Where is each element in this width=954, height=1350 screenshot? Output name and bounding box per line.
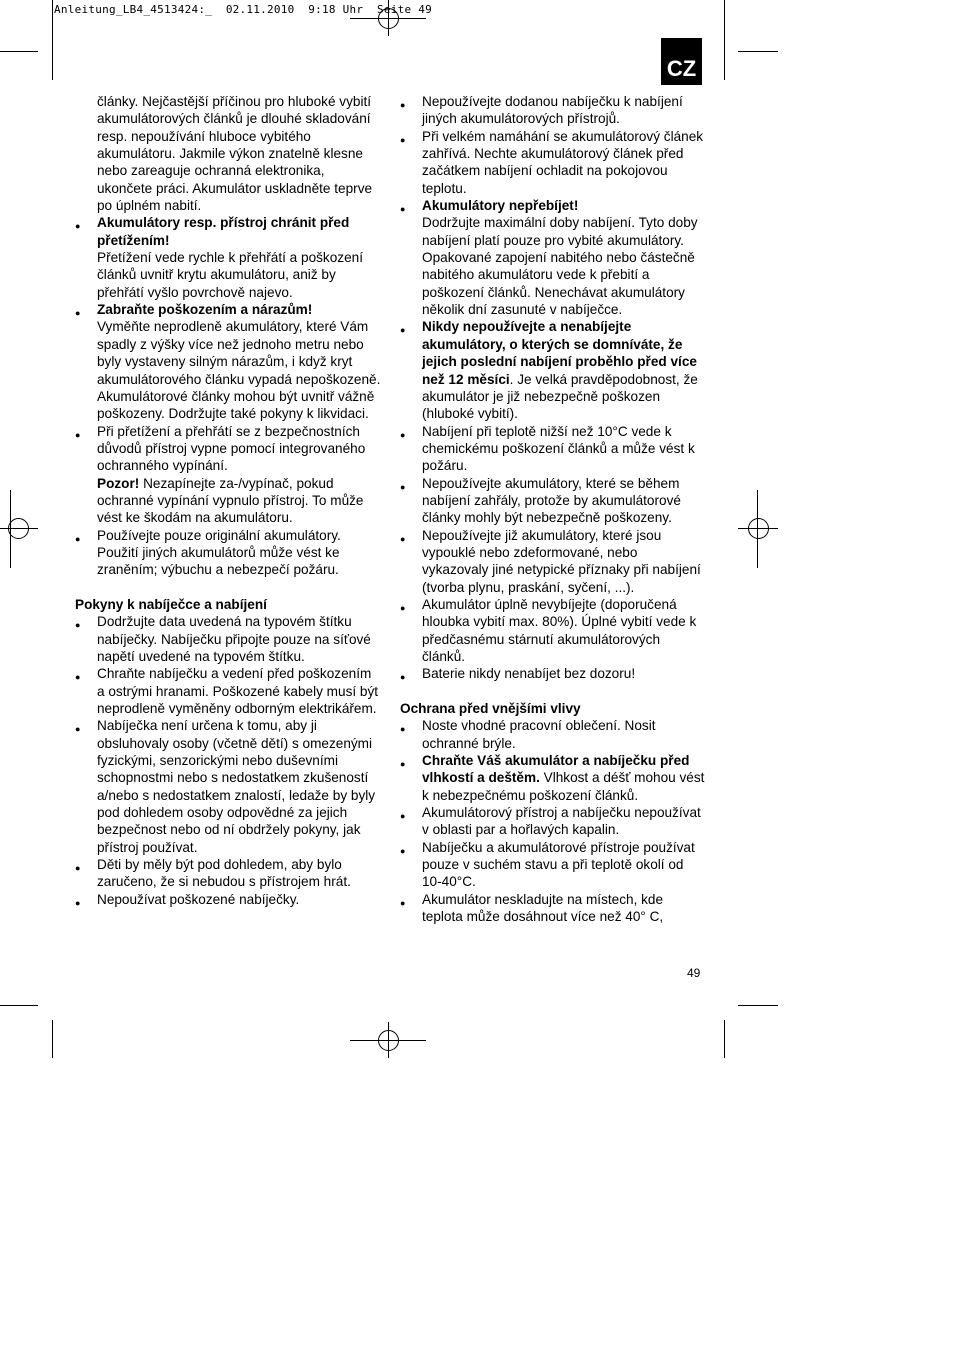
list-item-text: Nepoužívejte již akumulátory, které jsou vypouklé nebo zdeformované, nebo vykazovaly jiné netypické příznaky při nabíjení (tvorba plynu, praskání, syčení, ...). — [422, 527, 701, 595]
page-number: 49 — [687, 966, 701, 980]
bullet-icon — [400, 128, 405, 146]
section-heading: Ochrana před vnějšími vlivy — [400, 701, 581, 717]
list-item — [75, 423, 381, 527]
paragraph: články. Nejčastější příčinou pro hluboké vybití akumulátorových článků je dlouhé skladování resp. nepoužívání hluboce vybitého akumulátoru. Jakmile výkon znatelně klesne nebo zareaguje ochranná elektronika, ukončete práci. Akumulátor uskladněte teprve po úplném nabití. — [97, 94, 373, 214]
crop-mark — [52, 1020, 53, 1058]
crop-mark — [738, 51, 778, 52]
list-item-text — [97, 475, 381, 527]
language-tab-label: CZ — [666, 56, 697, 81]
bullet-icon — [400, 752, 405, 770]
list-item — [400, 596, 706, 665]
list-item-text: Akumulátor neskladujte na místech, kde teplota může dosáhnout více než 40° C, — [422, 891, 664, 925]
crop-mark — [0, 51, 38, 52]
list-item — [75, 527, 381, 579]
bullet-icon — [400, 93, 405, 111]
list-item-title: Nikdy nepoužívejte a nenabíjejte akumulátory, o kterých se domníváte, že jejich poslední nabíjení proběhlo před více než 12 měsíci — [422, 319, 697, 387]
list-item-title: Zabraňte poškozením a nárazům! — [97, 302, 313, 318]
bullet-icon — [400, 318, 405, 336]
list-item — [75, 214, 381, 301]
list-item-text: Akumulátor úplně nevybíjejte (doporučená hloubka vybití max. 80%). Úplné vybití vede k předčasnému stárnutí akumulátorových článků. — [422, 596, 697, 664]
list-item-text: Dodržujte maximální doby nabíjení. Tyto doby nabíjení platí pouze pro vybité akumulátory. Opakované zapojení nabitého nebo částečně nabitého akumulátoru vede k přebití a poškození článků. Nenechávat akumulátory několik dní zasunuté v nabíječce. — [422, 215, 698, 318]
list-item-text: Akumulátorový přístroj a nabíječku nepoužívat v oblasti par a hořlavých kapalin. — [422, 805, 701, 838]
list-item — [400, 197, 706, 318]
bullet-icon — [75, 527, 80, 545]
list-item-text: Při přetížení a přehřátí se z bezpečnostních důvodů přístroj vypne pomocí integrovaného ochranného vypínání. — [97, 423, 366, 474]
list-item-title: Akumulátory nepřebíjet! — [422, 198, 579, 214]
list-item-text: Nabíječka není určena k tomu, aby ji obsluhovaly osoby (včetně dětí) s omezenými fyzickými, senzorickými nebo duševními schopnostmi nebo s nedostatkem zkušeností a/nebo s nedostatkem znalostí, ledaže by byly pod dohledem osoby odpovědné za jejich bezpečnost nebo od ní obdržely pokyny, jak přístroj používat. — [97, 718, 376, 855]
crop-mark — [738, 1005, 778, 1006]
language-tab — [661, 38, 702, 85]
bullet-icon — [75, 423, 80, 441]
bullet-icon — [400, 665, 405, 683]
list-item — [75, 891, 381, 908]
warning-label: Pozor! — [97, 475, 140, 491]
list-item-text: Chraňte nabíječku a vedení před poškozením a ostrými hranami. Poškozené kabely musí být neprodleně vyměněny odborným elektrikářem. — [97, 666, 379, 717]
list-item — [400, 839, 706, 891]
list-item-text: Nabíjení při teplotě nižší než 10°C vede k chemickému poškození článků a může vést k požáru. — [422, 423, 695, 474]
bullet-icon — [75, 301, 80, 319]
list-item-title: Chraňte Váš akumulátor a nabíječku před vlhkostí a deštěm. — [422, 753, 690, 786]
print-slug: Anleitung_LB4_4513424:_ 02.11.2010 9:18 Uhr Seite 49 — [54, 3, 432, 16]
list-item — [400, 423, 706, 475]
list-item — [400, 527, 706, 596]
right-column — [400, 93, 706, 926]
registration-mark-circle — [378, 1030, 399, 1051]
list-item — [400, 717, 706, 752]
list-item-title: Akumulátory resp. přístroj chránit před přetížením! — [97, 215, 350, 248]
list-item-text: Baterie nikdy nenabíjet bez dozoru! — [422, 666, 636, 682]
list-item-text — [422, 318, 706, 422]
bullet-icon — [400, 527, 405, 545]
list-item — [400, 804, 706, 839]
list-item — [75, 717, 381, 856]
list-item-text: Nepoužívat poškozené nabíječky. — [97, 891, 300, 907]
bullet-icon — [400, 197, 405, 215]
list-item — [400, 93, 706, 128]
bullet-icon — [400, 423, 405, 441]
bullet-icon — [400, 804, 405, 822]
bullet-icon — [400, 475, 405, 493]
list-item — [75, 856, 381, 891]
list-item-text: Vyměňte neprodleně akumulátory, které Vám spadly z výšky více než jednoho metru nebo byly vystaveny silným nárazům, i když kryt akumulátorového článku vypadá nepoškozeně. Akumulátorové články mohou být uvnitř vážně poškozeny. Dodržujte také pokyny k likvidaci. — [97, 319, 381, 422]
list-item — [400, 475, 706, 527]
list-item-text: Při velkém namáhání se akumulátorový článek zahřívá. Nechte akumulátorový článek před začátkem nabíjení ochladit na pokojovou teplotu. — [422, 128, 704, 196]
list-item-text — [422, 752, 706, 804]
warning-text: Nezapínejte za-/vypínač, pokud ochranné vypínání vypnulo přístroj. To může vést ke škodám na akumulátoru. — [97, 475, 364, 526]
list-item — [75, 665, 381, 717]
list-item-text: Přetížení vede rychle k přehřátí a poškození článků uvnitř krytu akumulátoru, aniž by přehřátí vyšlo povrchově najevo. — [97, 250, 363, 300]
crop-mark — [724, 1020, 725, 1058]
list-item-text: Noste vhodné pracovní oblečení. Nosit ochranné brýle. — [422, 718, 656, 751]
list-item — [75, 613, 381, 665]
bullet-icon — [400, 891, 405, 909]
list-item — [400, 128, 706, 197]
bullet-icon — [400, 596, 405, 614]
list-item — [75, 301, 381, 422]
registration-mark-circle — [748, 518, 769, 539]
crop-mark — [0, 1005, 38, 1006]
section-heading: Pokyny k nabíječce a nabíjení — [75, 596, 267, 612]
list-item-text: Děti by měly být pod dohledem, aby bylo zaručeno, že si nebudou s přístrojem hrát. — [97, 857, 351, 890]
bullet-icon — [75, 214, 80, 232]
list-item — [400, 891, 706, 926]
crop-mark — [724, 0, 725, 80]
list-item-text: Nepoužívejte dodanou nabíječku k nabíjení jiných akumulátorových přístrojů. — [422, 94, 683, 127]
list-item-text: Nabíječku a akumulátorové přístroje používat pouze v suchém stavu a při teplotě okolí od 10-40°C. — [422, 839, 695, 890]
bullet-icon — [75, 891, 80, 909]
crop-mark — [52, 0, 53, 80]
bullet-icon — [75, 717, 80, 735]
list-item — [400, 318, 706, 422]
bullet-icon — [400, 717, 405, 735]
bullet-icon — [400, 839, 405, 857]
bullet-icon — [75, 665, 80, 683]
list-item — [400, 665, 706, 682]
list-item-text: Dodržujte data uvedená na typovém štítku nabíječky. Nabíječku připojte pouze na síťové napětí uvedené na typovém štítku. — [97, 614, 371, 664]
list-item-text-inline: Vlhkost a déšť mohou vést k nebezpečnému poškození článků. — [422, 770, 705, 803]
list-item-text: Nepoužívejte akumulátory, které se během nabíjení zahřály, protože by akumulátorové články mohly být nebezpečně poškozeny. — [422, 475, 681, 526]
registration-mark-circle — [8, 518, 29, 539]
list-item-text-inline: . Je velká pravděpodobnost, že akumulátor je již nebezpečně poškozen (hluboké vybití). — [422, 371, 698, 422]
left-column — [75, 93, 381, 908]
bullet-icon — [75, 613, 80, 631]
bullet-icon — [75, 856, 80, 874]
list-item-text: Používejte pouze originální akumulátory. Použití jiných akumulátorů může vést ke zraněním; výbuchu a nebezpečí požáru. — [97, 527, 341, 578]
list-item — [400, 752, 706, 804]
